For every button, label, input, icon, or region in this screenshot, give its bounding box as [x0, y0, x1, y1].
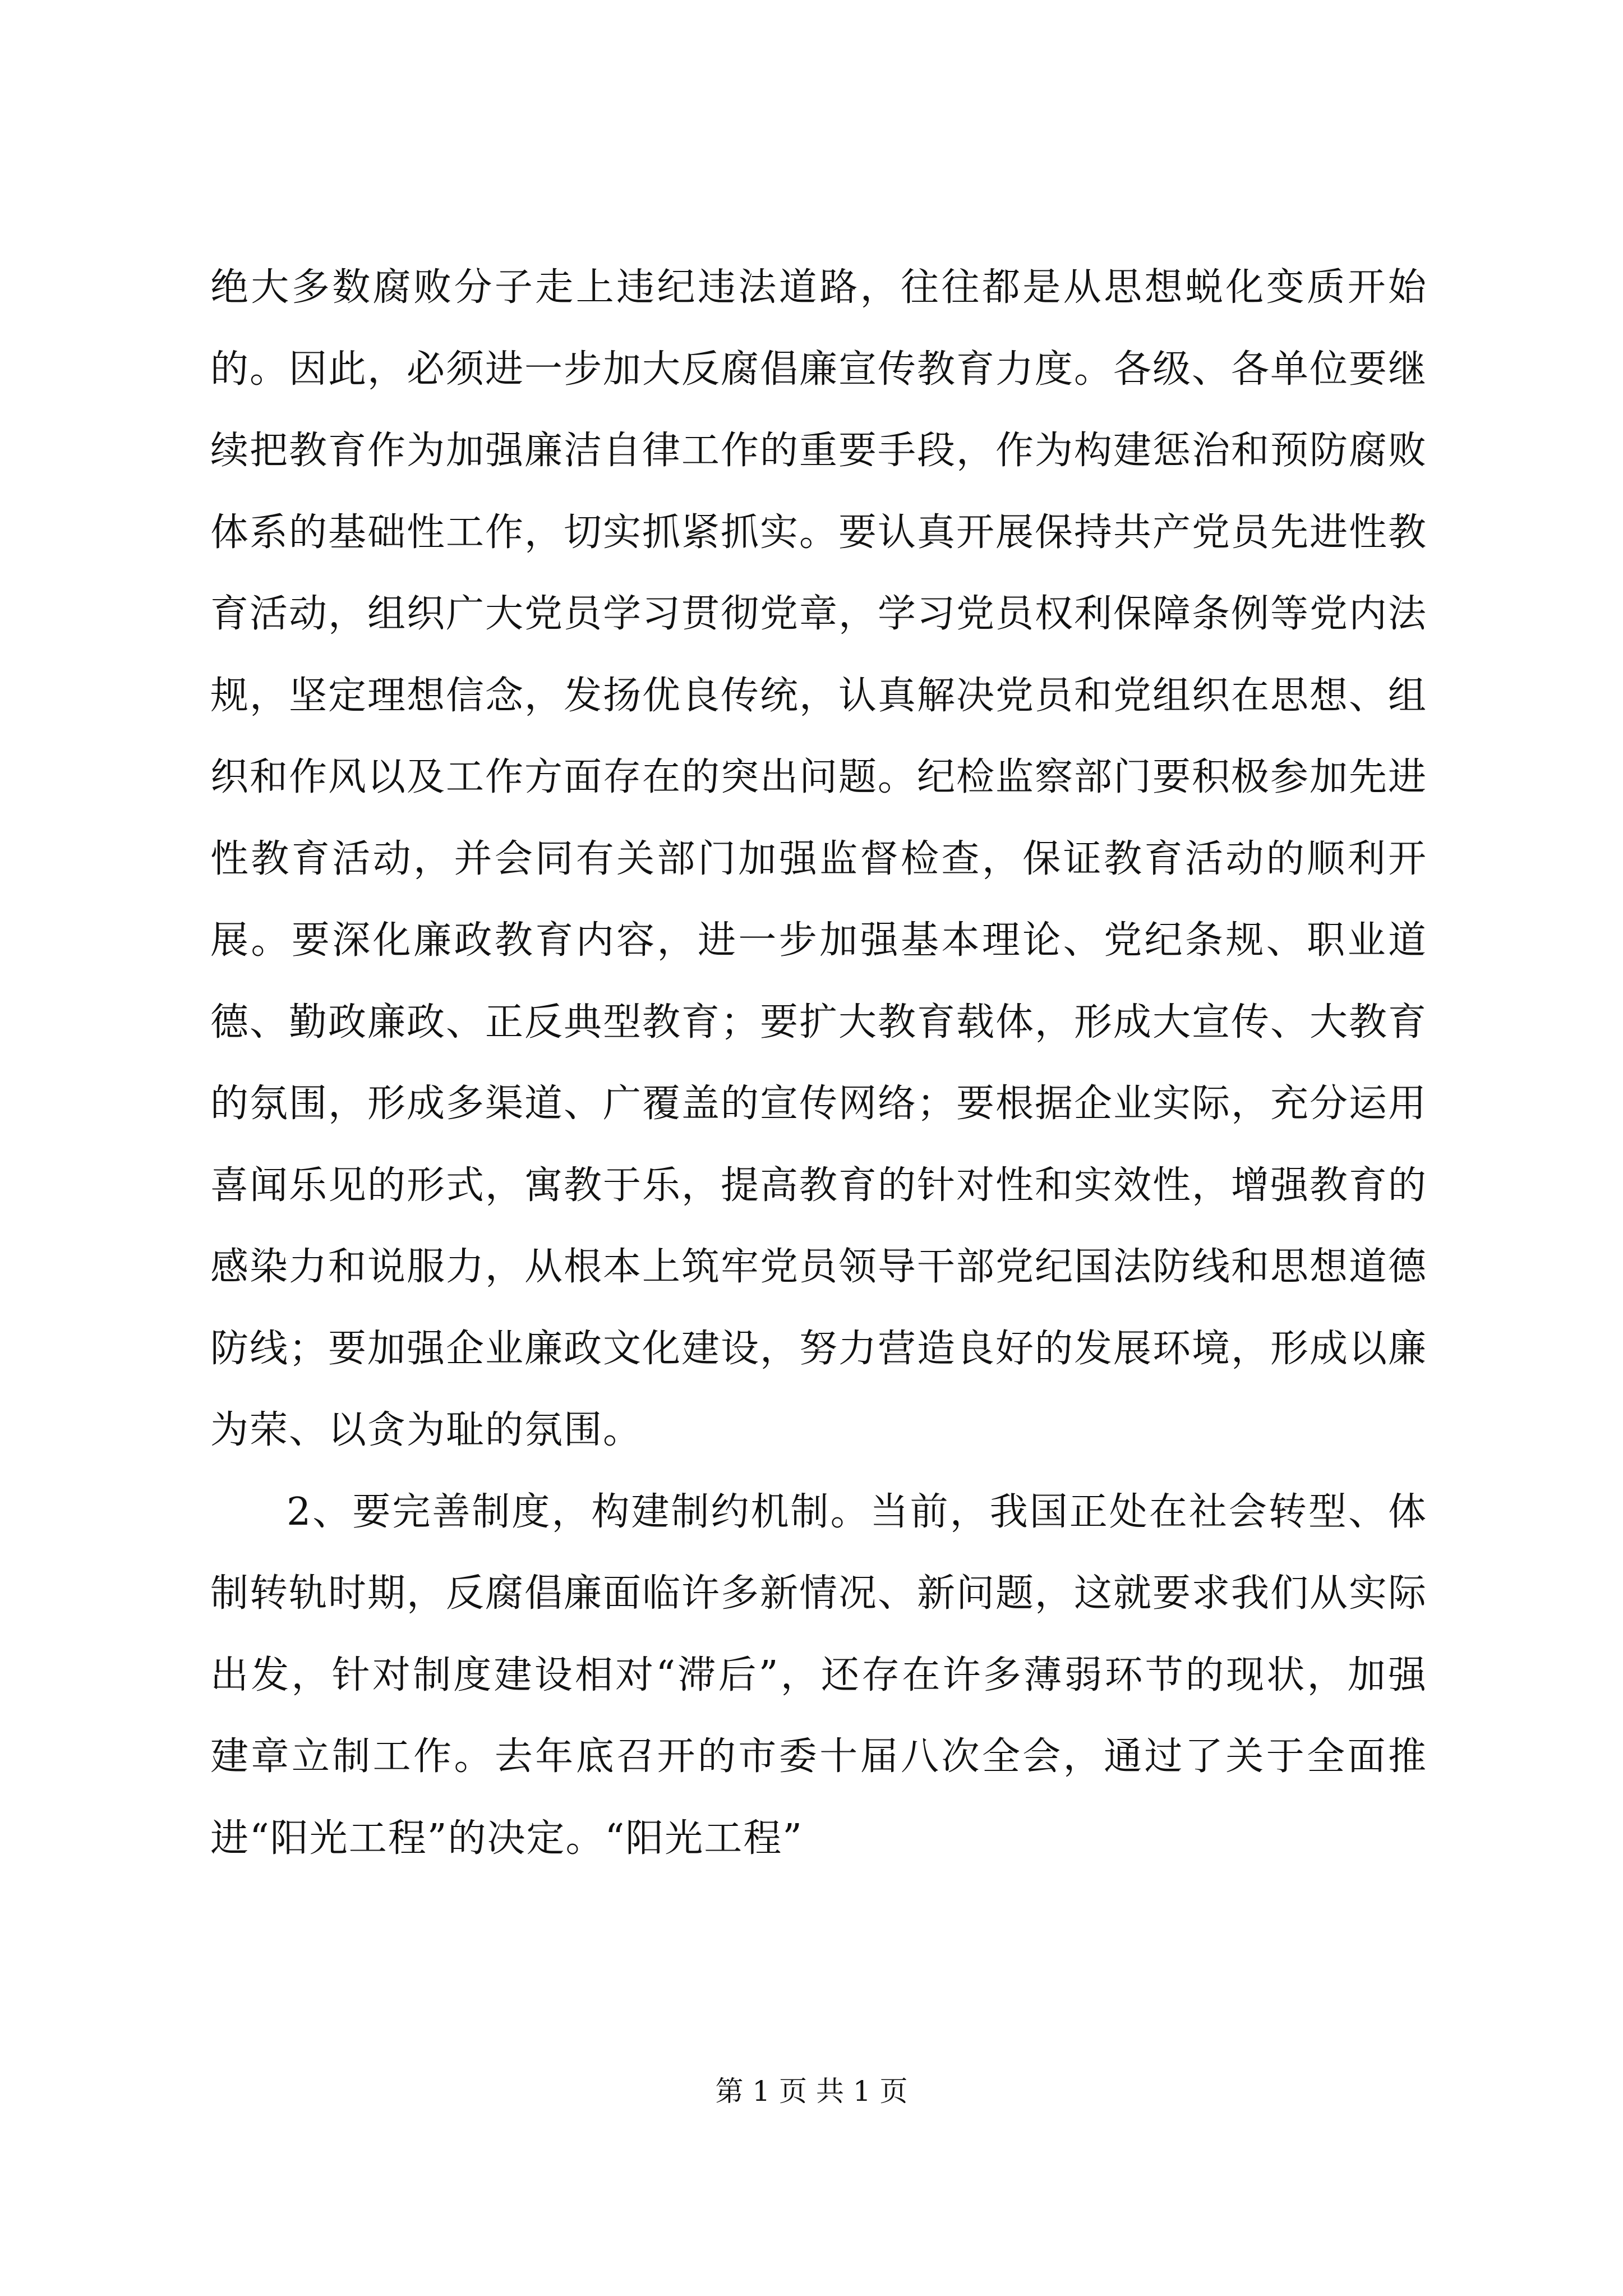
paragraph-1: 绝大多数腐败分子走上违纪违法道路，往往都是从思想蜕化变质开始的。因此，必须进一步加大反腐倡廉宣传教育力度。各级、各单位要继续把教育作为加强廉洁自律工作的重要手段，作为构建惩治和预防腐败体系的基础性工作，切实抓紧抓实。要认真开展保持共产党员先进性教育活动，组织广大党员学习贯彻党章，学习党员权利保障条例等党内法规，坚定理想信念，发扬优良传统，认真解决党员和党组织在思想、组织和作风以及工作方面存在的突出问题。纪检监察部门要积极参加先进性教育活动，并会同有关部门加强监督检查，保证教育活动的顺利开展。要深化廉政教育内容，进一步加强基本理论、党纪条规、职业道德、勤政廉政、正反典型教育；要扩大教育载体，形成大宣传、大教育的氛围，形成多渠道、广覆盖的宣传网络；要根据企业实际，充分运用喜闻乐见的形式，寓教于乐，提高教育的针对性和实效性，增强教育的感染力和说服力，从根本上筑牢党员领导干部党纪国法防线和思想道德防线；要加强企业廉政文化建设，努力营造良好的发展环境，形成以廉为荣、以贪为耻的氛围。: [210, 265, 1428, 1452]
page-number-label: 第 1 页 共 1 页: [715, 2075, 908, 2108]
page-footer: [0, 2074, 1623, 2108]
document-body: [210, 247, 1427, 1879]
paragraph-2: 2、要完善制度，构建制约机制。当前，我国正处在社会转型、体制转轨时期，反腐倡廉面临许多新情况、新问题，这就要求我们从实际出发，针对制度建设相对“滞后”，还存在许多薄弱环节的现状，加强建章立制工作。去年底召开的市委十届八次全会，通过了关于全面推进“阳光工程”的决定。“阳光工程”: [210, 1489, 1428, 1861]
